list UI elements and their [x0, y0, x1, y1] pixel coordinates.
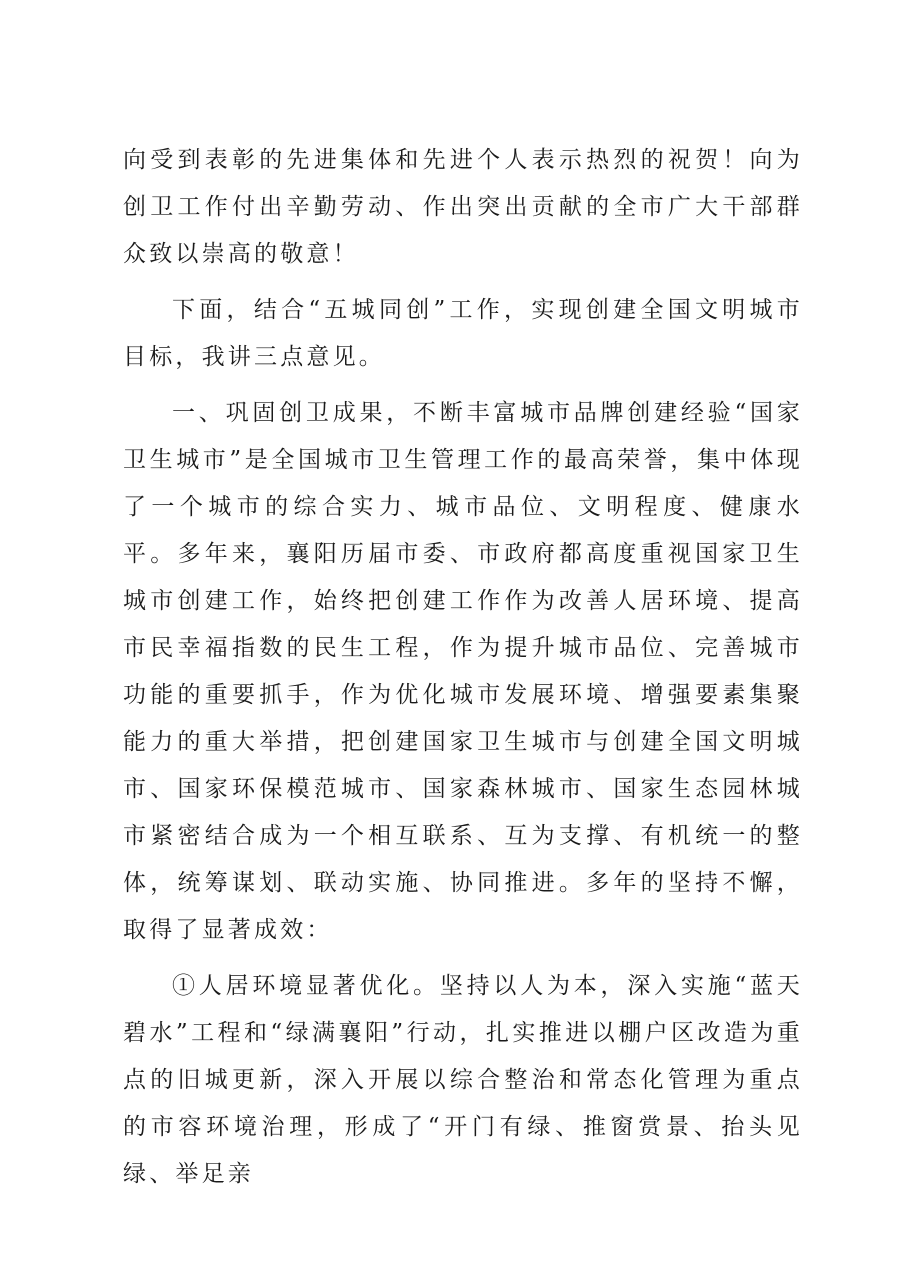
paragraph-intro: 下面，结合“五城同创”工作，实现创建全国文明城市目标，我讲三点意见。	[123, 297, 803, 370]
document-body	[123, 137, 803, 1198]
paragraph-point-one: ①人居环境显著优化。坚持以人为本，深入实施“蓝天碧水”工程和“绿满襄阳”行动，扎实推进以棚户区改造为重点的旧城更新，深入开展以综合整治和常态化管理为重点的市容环境治理，形成了“开门有绿、推窗赏景、抬头见绿、举足亲	[123, 973, 803, 1187]
paragraph-section-one: 一、巩固创卫成果，不断丰富城市品牌创建经验“国家卫生城市”是全国城市卫生管理工作的最高荣誉，集中体现了一个城市的综合实力、城市品位、文明程度、健康水平。多年来，襄阳历届市委、市政府都高度重视国家卫生城市创建工作，始终把创建工作作为改善人居环境、提高市民幸福指数的民生工程，作为提升城市品位、完善城市功能的重要抓手，作为优化城市发展环境、增强要素集聚能力的重大举措，把创建国家卫生城市与创建全国文明城市、国家环保模范城市、国家森林城市、国家生态园林城市紧密结合成为一个相互联系、互为支撑、有机统一的整体，统筹谋划、联动实施、协同推进。多年的坚持不懈，取得了显著成效：	[123, 400, 803, 943]
paragraph-congratulations: 向受到表彰的先进集体和先进个人表示热烈的祝贺！向为创卫工作付出辛勤劳动、作出突出贡献的全市广大干部群众致以崇高的敬意！	[123, 147, 803, 267]
